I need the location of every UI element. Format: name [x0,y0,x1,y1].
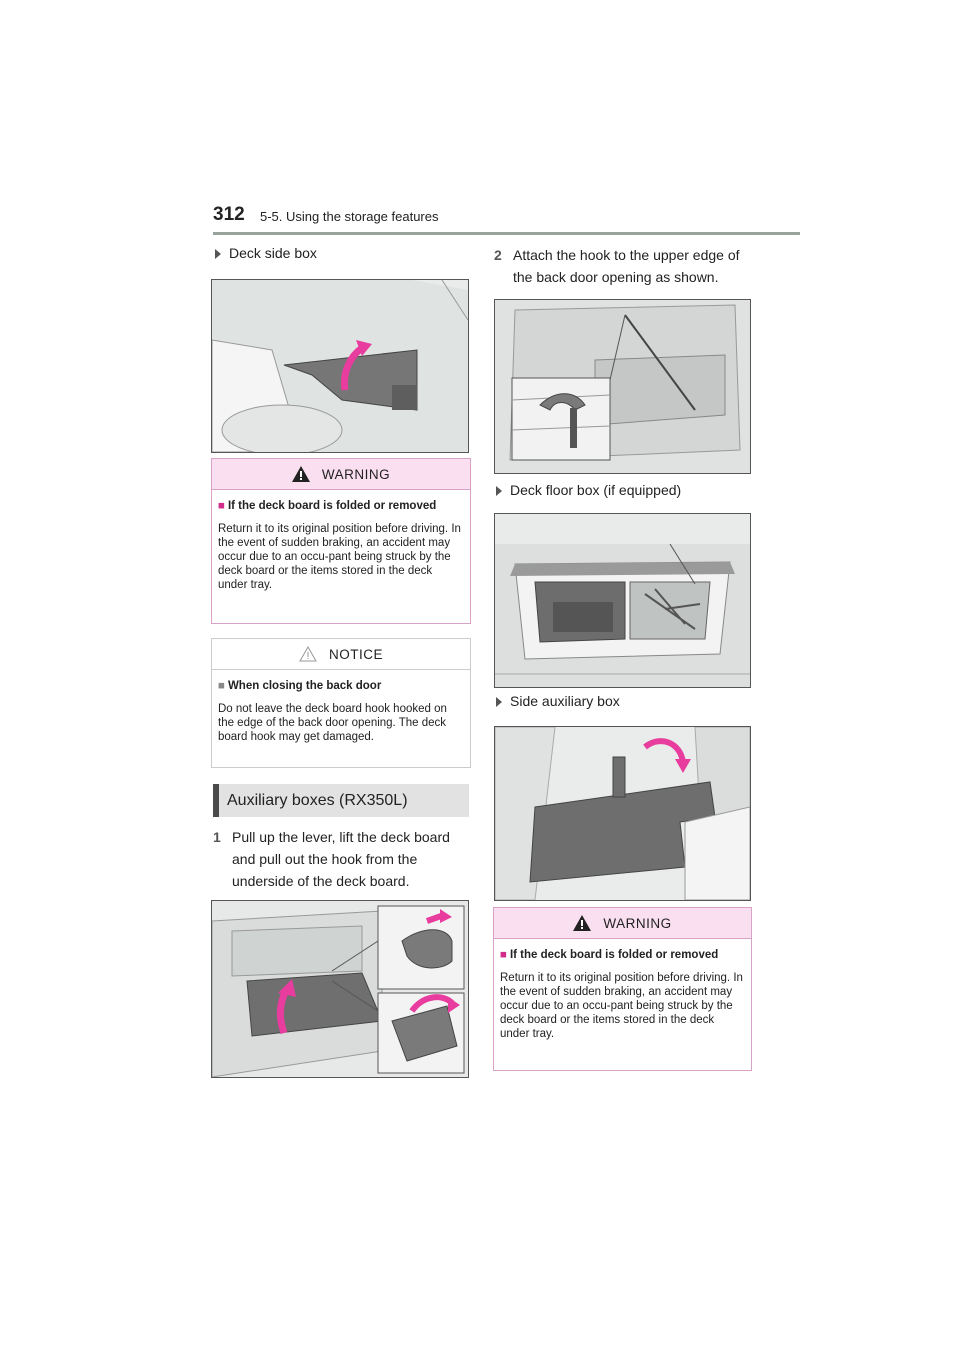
notice-header [212,639,470,670]
deck-side-box-label: Deck side box [215,245,317,261]
warning-box-1 [211,458,471,624]
page-number: 312 [213,204,245,225]
caution-triangle-icon [299,646,317,662]
notice-box [211,638,471,768]
warning-title: WARNING [321,466,391,482]
bullet-triangle-icon [496,697,502,707]
warning-text: Return it to its original position before driving. In the event of sudden braking, an accident may occur due to an occu-pant being struck by the deck board or the items stored in the deck under tray. [500,972,743,1040]
square-bullet-icon: ■ [500,949,507,961]
notice-subtitle: When closing the back door [227,680,382,692]
header-rule [213,232,800,235]
warning-subtitle: If the deck board is folded or removed [227,500,437,512]
warning-box-2 [493,907,752,1071]
warning-header [212,459,470,490]
warning-header [494,908,751,939]
figure-step-2 [494,299,751,474]
section-title: 5-5. Using the storage features [260,209,439,224]
warning-title: WARNING [603,915,672,931]
step-number: 1 [213,829,221,845]
deck-floor-box-label: Deck floor box (if equipped) [496,482,681,498]
side-auxiliary-box-label: Side auxiliary box [496,693,620,709]
step-number: 2 [494,247,502,263]
section-heading-auxiliary-boxes: Auxiliary boxes (RX350L) [213,784,469,817]
warning-triangle-icon [292,466,310,482]
step-text: Pull up the lever, lift the deck board and pull out the hook from the underside of the deck board. [232,829,450,889]
warning-triangle-icon [573,915,591,931]
bullet-triangle-icon [215,249,221,259]
warning-subtitle: If the deck board is folded or removed [509,949,719,961]
square-bullet-icon: ■ [218,500,225,512]
notice-title: NOTICE [328,646,383,662]
step-1 [213,826,471,892]
figure-deck-floor-box [494,513,751,688]
figure-side-auxiliary-box [494,726,751,901]
figure-deck-side-box [211,279,469,453]
notice-text: Do not leave the deck board hook hooked on the edge of the back door opening. The deck board hook may get damaged. [218,703,447,743]
bullet-triangle-icon [496,486,502,496]
square-bullet-icon: ■ [218,680,225,692]
step-2 [494,244,756,288]
warning-text: Return it to its original position before driving. In the event of sudden braking, an accident may occur due to an occu-pant being struck by the deck board or the items stored in the deck under tray. [218,523,461,591]
figure-step-1 [211,900,469,1078]
step-text: Attach the hook to the upper edge of the back door opening as shown. [513,247,740,285]
